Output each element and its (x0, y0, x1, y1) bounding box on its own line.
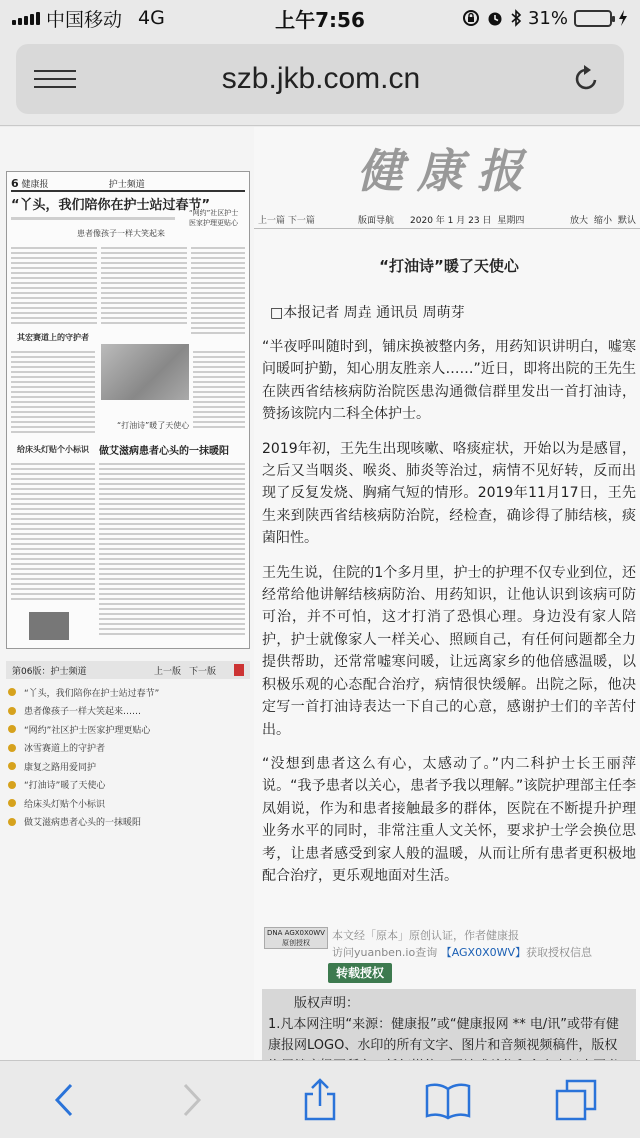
left-column (0, 127, 254, 1060)
dna-badge-code: DNA AGX0X0WV (267, 929, 325, 937)
thumbnail-subheadline[interactable]: 患者像孩子一样大笑起来 (77, 229, 165, 238)
bookmarks-button[interactable] (420, 1072, 476, 1128)
bullet-icon (8, 744, 16, 752)
zoom-in-button[interactable]: 放大 (569, 216, 588, 226)
masthead-title: 健康报 (357, 144, 537, 198)
prev-next-article[interactable]: 上一篇 下一篇 (258, 216, 315, 226)
copyright-notice (262, 989, 636, 1069)
thumbnail-page-number: 6 (11, 176, 19, 190)
hamburger-menu-icon[interactable] (34, 70, 76, 88)
thumbnail-side-note[interactable]: “网约”社区护士 医家护理更贴心 (189, 209, 239, 227)
article-link[interactable]: 康复之路用爱同护 (24, 762, 97, 773)
article-list (8, 683, 248, 831)
page-thumbnail[interactable] (6, 171, 250, 649)
status-bar (0, 0, 640, 36)
notice-body: 1.凡本网注明“来源：健康报”或“健康报网 ** 电/讯”或带有健康报网LOGO、水印的所有文字、图片和音频视频稿件，版权 (268, 1017, 619, 1053)
tabs-icon[interactable] (555, 1079, 597, 1121)
article-link[interactable]: 冰雪赛道上的守护者 (24, 744, 106, 755)
thumbnail-photo (101, 344, 189, 400)
article-paragraph: “没想到患者这么有心，太感动了。”内二科护士长王丽萍说。“我予患者以关心，患者予我以理解。”该院护理部主任李凤娟说，作为和患者接触最多的群体，医院在不断提升护理业务水平的同时，非常注重人文关怀，要求护士学会换位思考，让患者感受到家人般的温暖，从而让所有患者更积极地配合治疗，更乐观地面对生活。 (262, 755, 636, 884)
article-link[interactable]: “丫头，我们陪你在护士站过春节” (24, 688, 160, 699)
bookmarks-icon[interactable] (425, 1081, 471, 1119)
current-page-label: 第06版：护士频道 (12, 666, 87, 677)
lock-rotation-icon (462, 9, 480, 27)
bullet-icon (8, 725, 16, 733)
zoom-out-button[interactable]: 缩小 (593, 216, 612, 226)
article-list-item[interactable] (8, 757, 248, 776)
article-list-item[interactable] (8, 813, 248, 832)
prev-page-link[interactable]: 上一版 (153, 666, 181, 677)
signal-strength-icon (12, 11, 40, 25)
back-button[interactable] (36, 1072, 92, 1128)
newspaper-toolbar (254, 211, 640, 229)
battery-icon (574, 10, 612, 27)
article-list-item[interactable] (8, 776, 248, 795)
thumbnail-headline-2[interactable]: 做艾滋病患者心头的一抹暖阳 (99, 446, 229, 457)
thumbnail-headline[interactable]: “丫头，我们陪你在护士站过春节” (11, 198, 211, 213)
section-nav-link[interactable]: 版面导航 (358, 216, 395, 226)
reload-icon[interactable] (566, 63, 606, 95)
bullet-icon (8, 688, 16, 696)
article-list-item[interactable] (8, 794, 248, 813)
address-bar[interactable] (16, 44, 624, 114)
reset-zoom-button[interactable]: 默认 (617, 216, 636, 226)
notice-title: 版权声明： (294, 996, 360, 1011)
issue-weekday: 星期四 (497, 216, 525, 226)
article-paragraph: 王先生说，住院的1个多月里，护士的护理不仅专业到位，还经常给他讲解结核病防治、用药知识，让他认识到该病可防可治，并不可怕，这才打消了恐惧心理。身边没有家人陪护，护士就像家人一样关心、照顾自己，有任何问题都全力提供帮助，还常常嘘寒问暖，让远离家乡的他倍感温暖，以积极乐观的心态配合治疗，病情很快缓解。出院之际，他决定写一首打油诗表达一下自己的心意，感谢护士们的辛苦付出。 (262, 564, 636, 738)
browser-address-area (0, 36, 640, 126)
status-right (408, 8, 628, 29)
newspaper-masthead (254, 127, 640, 209)
next-page-link[interactable]: 下一版 (188, 666, 216, 677)
forward-button[interactable] (164, 1072, 220, 1128)
article-link[interactable]: 患者像孩子一样大笑起来…… (24, 707, 142, 718)
carrier-name: 中国移动 (46, 8, 123, 31)
article-byline: □本报记者 周垚 通讯员 周萌芽 (270, 305, 465, 321)
thumbnail-caption-2[interactable]: “打油诗”暖了天使心 (117, 421, 190, 430)
status-left (12, 5, 232, 32)
page-navigation (6, 661, 250, 679)
dna-text-line-1: 本文经「原本」原创认证，作者健康报 (332, 929, 519, 942)
zoom-controls (570, 213, 636, 226)
bullet-icon (8, 707, 16, 715)
battery-percent: 31% (527, 7, 568, 29)
article-link[interactable]: 做艾滋病患者心头的一抹暖阳 (24, 818, 142, 829)
tabs-button[interactable] (548, 1072, 604, 1128)
bullet-icon (8, 762, 16, 770)
charging-icon (618, 9, 628, 27)
dna-certification-text (332, 927, 592, 961)
bullet-icon (8, 781, 16, 789)
article-title: “打油诗”暖了天使心 (379, 257, 519, 275)
share-icon[interactable] (302, 1078, 338, 1122)
url-text[interactable]: szb.jkb.com.cn (221, 62, 421, 95)
network-type: 4G (138, 7, 165, 29)
dna-badge-label: 原创授权 (282, 939, 310, 947)
article-list-item[interactable] (8, 739, 248, 758)
page-content (0, 127, 640, 1060)
status-time: 上午7:56 (275, 7, 365, 32)
forward-icon[interactable] (181, 1082, 203, 1118)
dna-text-line-3: 获取授权信息 (526, 946, 593, 959)
back-icon[interactable] (53, 1082, 75, 1118)
thumbnail-paper-name: 健康报 (21, 179, 49, 190)
pdf-icon[interactable] (234, 664, 244, 676)
share-button[interactable] (292, 1072, 348, 1128)
article-link[interactable]: 给床头灯贴个小标识 (24, 799, 106, 810)
article-list-item[interactable] (8, 702, 248, 721)
thumbnail-small-photo (29, 612, 69, 640)
bluetooth-icon (510, 9, 522, 27)
alarm-icon (486, 9, 504, 27)
thumbnail-section: 护士频道 (108, 179, 145, 190)
dna-badge[interactable] (264, 927, 328, 949)
article-list-item[interactable] (8, 720, 248, 739)
bullet-icon (8, 799, 16, 807)
browser-toolbar (0, 1060, 640, 1138)
right-column (254, 127, 640, 1060)
article-link[interactable]: “网约”社区护士医家护理更贴心 (24, 725, 151, 736)
thumbnail-caption-1[interactable]: 其宏赛道上的守护者 (17, 333, 89, 342)
article-paragraph: “半夜呼叫随时到，铺床换被整内务，用药知识讲明白，嘘寒问暖呵护勤，知心朋友胜亲人……”近日，即将出院的王先生在陕西省结核病防治院医患沟通微信群里发出一首打油诗，赞扬该院内二科全体护士。 (262, 339, 636, 423)
dna-text-line-2[interactable]: 访问yuanben.io查询 (332, 946, 438, 959)
article-body (262, 241, 636, 887)
article-paragraph: 2019年初，王先生出现咳嗽、咯痰症状，开始以为是感冒，之后又当咽炎、喉炎、肺炎等治过，病情不见好转，反而出现了反复发烧、胸痛气短的情形。2019年11月17日，王先生来到陕西省结核病防治院，经检查，确诊得了肺结核，痰菌阳性。 (262, 440, 636, 547)
thumbnail-header (11, 176, 245, 192)
bullet-icon (8, 818, 16, 826)
dna-code[interactable]: 【AGX0X0WV】 (440, 946, 527, 959)
issue-date: 2020 年 1 月 23 日 (410, 216, 492, 226)
article-list-item[interactable] (8, 683, 248, 702)
license-button[interactable]: 转载授权 (328, 963, 392, 983)
article-link[interactable]: “打油诗”暖了天使心 (24, 781, 106, 792)
thumbnail-caption-3[interactable]: 给床头灯贴个小标识 (17, 445, 89, 454)
